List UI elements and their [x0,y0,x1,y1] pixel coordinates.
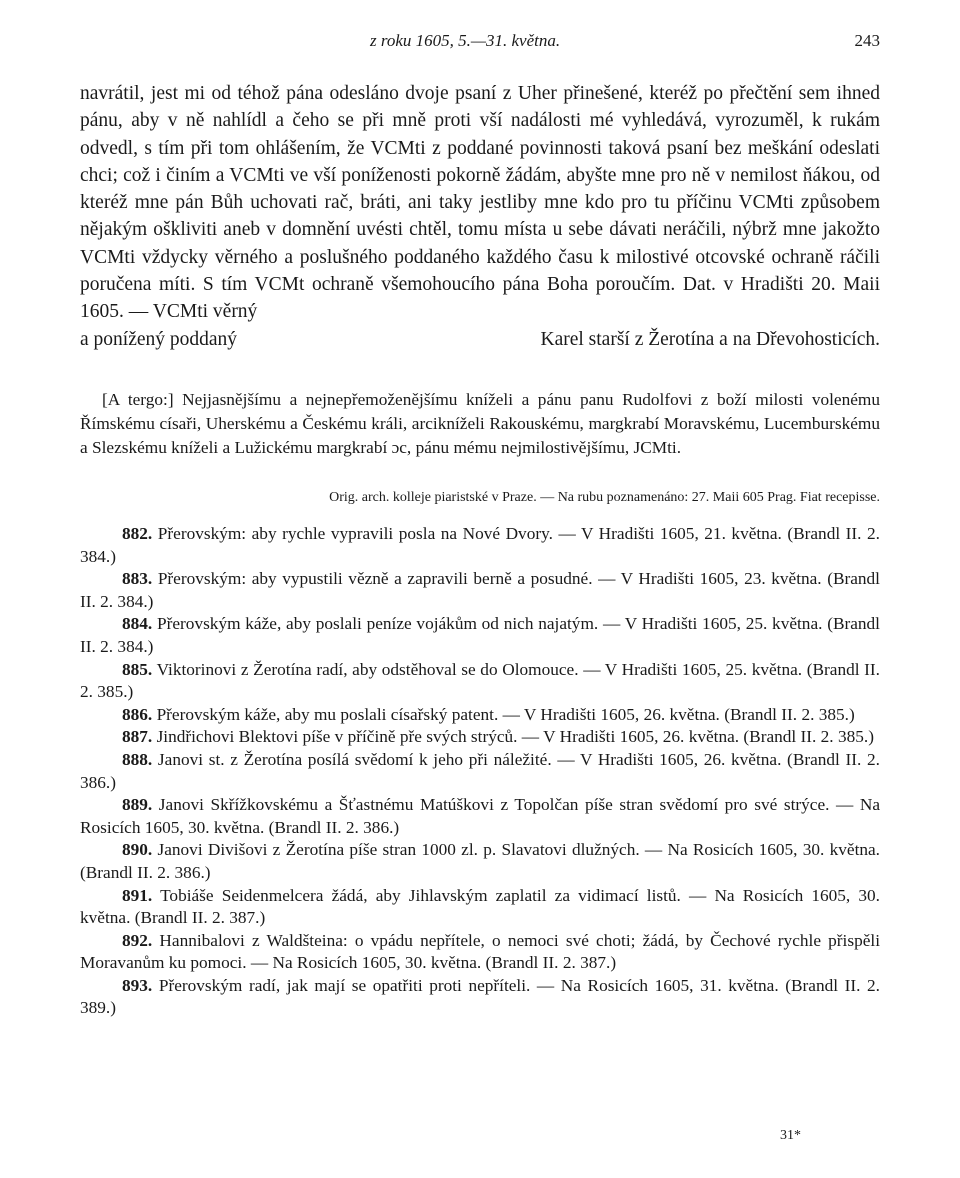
closing-right: Karel starší z Žerotína a na Dřevohosticích. [540,328,880,350]
address-block [80,388,880,461]
letter-text [80,80,880,353]
entry-item [80,704,880,727]
entry-number: 892. [122,930,153,950]
entry-number: 882. [122,524,153,543]
closing-left: a ponížený poddaný [80,328,238,350]
entry-number: 885. [122,659,153,679]
entry-text: Přerovským káže, aby poslali peníze vojákům od nich najatým. — V Hradišti 1605, 25. května. (Brandl II. 2. 384.) [80,614,880,656]
entry-number: 890. [122,840,153,860]
entry-item [80,659,880,704]
entry-item [80,749,880,794]
entry-text: Janovi Divišovi z Žerotína píše stran 1000 zl. p. Slavatovi dlužných. — Na Rosicích 1605, 30. května. (Brandl II. 2. 386.) [80,840,880,882]
page-header [80,31,880,55]
entry-text: Janovi st. z Žerotína posílá svědomí k jeho při náležité. — V Hradišti 1605, 26. května. (Brandl II. 2. 386.) [80,749,880,792]
entry-item [80,930,880,975]
entry-text: Hannibalovi z Waldšteina: o vpádu nepřítele, o nemoci své choti; žádá, by Čechové rychle přispěli Moravanům ku pomoci. — Na Rosicích 1605, 30. května. (Brandl II. 2. 387.) [80,930,880,973]
address-text: [A tergo:] Nejjasnějšímu a nejnepřemoženějšímu kníželi a pánu panu Rudolfovi z boží milosti volenému Římskému císaři, Uherskému a Českému králi, arcikníželi Rakouskému, margkrabí Moravskému, Lucemburskému a Slezskému kníželi a Lužickému margkrabí ɔc, pánu mému nejmilostivějšímu, JCMti. [80,390,880,458]
entry-text: Přerovským radí, jak mají se opatřiti proti nepříteli. — Na Rosicích 1605, 31. května. (Brandl II. 2. 389.) [80,975,880,1018]
entry-text: Tobiáše Seidenmelcera žádá, aby Jihlavským zaplatil za vidimací listů. — Na Rosicích 1605, 30. května. (Brandl II. 2. 387.) [80,885,880,928]
letter-closing [80,326,880,353]
entry-number: 888. [122,749,153,769]
entry-text: Přerovským: aby rychle vypravili posla na Nové Dvory. — V Hradišti 1605, 21. května. (Brandl II. 2. 384.) [80,524,880,566]
entries-list [80,523,880,1020]
entry-number: 889. [122,795,153,815]
source-note: Orig. arch. kolleje piaristské v Praze. — Na rubu poznamenáno: 27. Maii 605 Prag. Fiat recepisse. [329,490,880,505]
entry-text: Jindřichovi Blektovi píše v příčině pře svých strýců. — V Hradišti 1605, 26. května. (Brandl II. 2. 385.) [152,727,874,747]
entry-number: 893. [122,975,153,995]
entry-item [80,885,880,930]
entry-number: 887. [122,727,153,747]
signature-mark: 31* [780,1128,801,1143]
page-number: 243 [854,31,880,50]
entry-text: Viktorinovi z Žerotína radí, aby odstěhoval se do Olomouce. — V Hradišti 1605, 25. května. (Brandl II. 2. 385.) [80,659,880,702]
entry-number: 884. [122,614,153,634]
entry-item [80,523,880,568]
entry-number: 891. [122,885,153,905]
entry-item [80,568,880,613]
entry-number: 883. [122,569,153,589]
entry-item [80,839,880,884]
entry-item [80,975,880,1020]
entry-text: Přerovským káže, aby mu poslali císařský patent. — V Hradišti 1605, 26. května. (Brandl II. 2. 385.) [152,704,855,724]
entry-item [80,794,880,839]
entry-number: 886. [122,704,153,724]
entry-item [80,613,880,658]
running-title: z roku 1605, 5.—31. května. [370,31,561,50]
entry-text: Přerovským: aby vypustili vězně a zapravili berně a posudné. — V Hradišti 1605, 23. května. (Brandl II. 2. 384.) [80,569,880,611]
entry-text: Janovi Skřížkovskému a Šťastnému Matúškovi z Topolčan píše stran svědomí pro své strýce. — Na Rosicích 1605, 30. května. (Brandl II. 2. 386.) [80,795,880,837]
letter-body: navrátil, jest mi od téhož pána odesláno dvoje psaní z Uher přinešené, kteréž po přečtění sem ihned pánu, aby v ně nahlídl a čeho se při mně proti vší nadálosti mé vyhledává, vyrozuměl, k rukám odvedl, s tím při tom ohlášením, že VCMti z poddané povinnosti taková psaní bez meškání odeslati chci; což i činím a VCMti ve vší poníženosti pokorně žádám, abyšte mne pro ně v nemilost ňákou, od kteréž mne pán Bůh uchovati rač, bráti, ani taky jestliby mne kdo pro tu příčinu VCMti způsobem nějakým oškliviti aneb v domnění uvésti chtěl, tomu místa u sebe dávati neráčili, nýbrž mne jakožto VCMti vždycky věrného a poslušného poddaného každého času k milostivé otcovské ochraně ráčili poručena míti. S tím VCMt ochraně všemohoucího pána Boha poroučím. Dat. v Hradišti 20. Maii 1605. — VCMti věrný [80,83,880,323]
entry-item [80,726,880,749]
